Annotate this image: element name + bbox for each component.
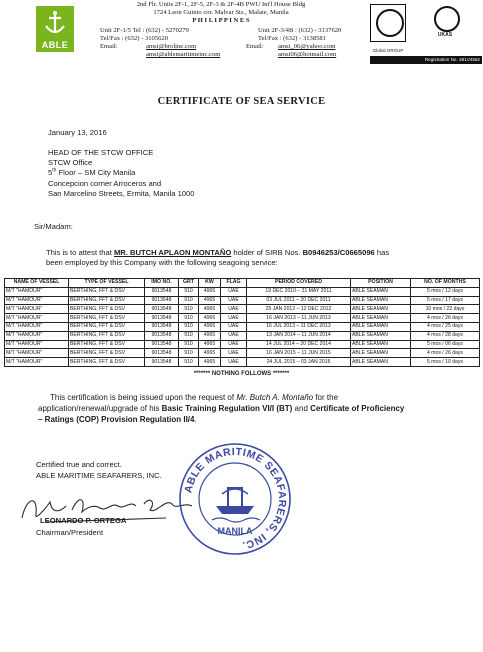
table-cell: M/T "HAMOUR" (5, 314, 69, 323)
table-cell: 4965 (199, 322, 221, 331)
email-left-1[interactable]: amsi@broline.com (146, 43, 197, 50)
table-cell: 03 JUL 2011 – 20 DEC 2011 (247, 296, 351, 305)
table-cell: 4965 (199, 331, 221, 340)
column-header: GRT (179, 279, 199, 288)
table-cell: 4965 (199, 305, 221, 314)
table-cell: ABLE SEAMAN (351, 296, 411, 305)
column-header: FLAG (221, 279, 247, 288)
table-cell: BERTHING, FFT & DSV (69, 287, 145, 296)
column-header: TYPE OF VESSEL (69, 279, 145, 288)
table-cell: 9013548 (145, 340, 179, 349)
ukas-label: UKAS (437, 32, 453, 38)
table-cell: 16 JAN 2013 – 11 JUN 2013 (247, 314, 351, 323)
column-header: POSITION (351, 279, 411, 288)
nothing-follows: ******* NOTHING FOLLOWS ******* (193, 371, 290, 377)
recipient-line-5: San Marcelino Streets, Ermita, Manila 1000 (48, 189, 195, 198)
table-header-row (5, 279, 480, 288)
seal-city: MANILA (217, 526, 253, 536)
table-cell: BERTHING, FFT & DSV (69, 305, 145, 314)
table-cell: 16 JAN 2015 – 11 JUN 2015 (247, 349, 351, 358)
company-seal (176, 440, 294, 558)
table-cell: UAE (221, 322, 247, 331)
table-cell: 5 mos / 06 days (411, 340, 480, 349)
table-row (5, 358, 480, 367)
table-cell: BERTHING, FFT & DSV (69, 349, 145, 358)
column-header: NO. OF MONTHS (411, 279, 480, 288)
address-line-1: 2nd Flr. Units 2F-1, 2F-5, 2F-3 & 2F-4B PWU Int'l House Bldg (136, 1, 306, 8)
table-cell: 910 (179, 296, 199, 305)
unit-right: Unit 2F-3/4B : (632) - 3137620 (258, 27, 342, 34)
table-cell: 4965 (199, 340, 221, 349)
table-cell: 910 (179, 322, 199, 331)
table-cell: 9013548 (145, 296, 179, 305)
signatory-position: Chairman/President (36, 528, 104, 537)
sirb-numbers: B0946253/C0665096 (302, 248, 375, 257)
table-cell: ABLE SEAMAN (351, 340, 411, 349)
global-group-label: Global GROUP (372, 48, 404, 53)
seal-ring-text: ABLE MARITIME SEAFARERS, INC. (182, 445, 289, 552)
table-cell: M/T "HAMOUR" (5, 358, 69, 367)
column-header: IMO NO. (145, 279, 179, 288)
company-name: ABLE MARITIME SEAFARERS, INC. (36, 471, 162, 480)
email-left-2[interactable]: amsi@ablemaritimeinc.com (146, 51, 221, 58)
table-cell: BERTHING, FFT & DSV (69, 314, 145, 323)
seal-outer-ring (180, 444, 290, 554)
letter-date: January 13, 2016 (48, 128, 107, 137)
global-group-logo (370, 4, 406, 53)
table-cell: 5 mos / 10 days (411, 358, 480, 367)
email-right-1[interactable]: amsi_06@yahoo.com (278, 43, 336, 50)
address-line-2: 1724 Leon Guinto cor. Malvar Sts., Malate, Manila (153, 9, 289, 16)
recipient-line-4: Concepcion corner Arroceros and (48, 179, 162, 188)
table-row (5, 314, 480, 323)
sea-service-table (4, 278, 480, 367)
telfax-right: Tel/Fax : (632) - 3138581 (258, 35, 327, 42)
seal-inner-ring (199, 463, 271, 535)
table-cell: 4 mos / 25 days (411, 322, 480, 331)
certification-logos (370, 4, 480, 60)
table-row (5, 331, 480, 340)
column-header: PERIOD COVERED (247, 279, 351, 288)
attest-line-1: This is to attest that MR. BUTCH APLAON MONTAÑO holder of SIRB Nos. B0946253/C0665096 has (46, 248, 390, 257)
email-left-label: Email: (100, 43, 118, 50)
globe-icon (376, 9, 404, 37)
table-cell: 910 (179, 287, 199, 296)
table-cell: 25 JAN 2012 – 12 DEC 2012 (247, 305, 351, 314)
table-cell: 4965 (199, 349, 221, 358)
table-cell: UAE (221, 349, 247, 358)
telfax-left: Tel/Fax : (632) - 3105620 (100, 35, 169, 42)
table-cell: 9013548 (145, 358, 179, 367)
table-row (5, 322, 480, 331)
table-cell: 9013548 (145, 314, 179, 323)
table-cell: 16 JUL 2013 – 11 DEC 2013 (247, 322, 351, 331)
unit-left: Unit 2F-1/5 Tel : (632) - 5270279 (100, 27, 189, 34)
ukas-logo (428, 4, 462, 40)
table-cell: 9013548 (145, 287, 179, 296)
issuance-paragraph: This certification is being issued upon the request of Mr. Butch A. Montaño for the application/renewal/upgrade of his Basic Training Regulation VI/I (BT) and Certificate of Proficiency – Ratings (COP) Provision Regulation II/4. (38, 393, 405, 424)
table-cell: BERTHING, FFT & DSV (69, 340, 145, 349)
table-cell: UAE (221, 287, 247, 296)
table-cell: ABLE SEAMAN (351, 322, 411, 331)
table-cell: 910 (179, 331, 199, 340)
seafarer-name: MR. BUTCH APLAON MONTAÑO (113, 248, 232, 257)
table-cell: UAE (221, 305, 247, 314)
attest-line-2: been employed by this Company with the following seagoing service: (46, 258, 278, 267)
table-cell: UAE (221, 358, 247, 367)
salutation: Sir/Madam: (34, 222, 73, 231)
table-row (5, 340, 480, 349)
table-cell: ABLE SEAMAN (351, 349, 411, 358)
table-cell: BERTHING, FFT & DSV (69, 358, 145, 367)
table-cell: M/T "HAMOUR" (5, 349, 69, 358)
anchor-icon (44, 10, 66, 36)
table-cell: 910 (179, 349, 199, 358)
recipient-line-3: 5th Floor – SM City Manila (48, 167, 136, 177)
table-cell: 5 mos / 17 days (411, 296, 480, 305)
table-cell: 4965 (199, 358, 221, 367)
table-cell: 9013548 (145, 322, 179, 331)
table-cell: 910 (179, 340, 199, 349)
recipient-line-1: HEAD OF THE STCW OFFICE (48, 148, 154, 157)
registration-number: Registration No. 381V4562 (370, 56, 482, 64)
table-cell: M/T "HAMOUR" (5, 305, 69, 314)
table-cell: M/T "HAMOUR" (5, 287, 69, 296)
table-cell: 14 JUL 2014 – 20 DEC 2014 (247, 340, 351, 349)
table-cell: 910 (179, 358, 199, 367)
recipient-line-2: STCW Office (48, 158, 93, 167)
address-country: P H I L I P P I N E S (192, 17, 250, 24)
table-cell: BERTHING, FFT & DSV (69, 331, 145, 340)
table-cell: ABLE SEAMAN (351, 305, 411, 314)
table-cell: 910 (179, 314, 199, 323)
table-cell: 5 mos / 12 days (411, 287, 480, 296)
table-cell: 910 (179, 305, 199, 314)
table-cell: M/T "HAMOUR" (5, 296, 69, 305)
table-row (5, 349, 480, 358)
table-cell: 4965 (199, 314, 221, 323)
table-cell: UAE (221, 340, 247, 349)
table-cell: ABLE SEAMAN (351, 314, 411, 323)
table-cell: UAE (221, 314, 247, 323)
table-cell: M/T "HAMOUR" (5, 322, 69, 331)
table-cell: ABLE SEAMAN (351, 358, 411, 367)
table-cell: UAE (221, 331, 247, 340)
table-cell: 19 DEC 2010 – 31 MAY 2011 (247, 287, 351, 296)
table-cell: 4965 (199, 296, 221, 305)
email-right-2[interactable]: amsi06@hotmail.com (278, 51, 337, 58)
table-row (5, 287, 480, 296)
table-cell: M/T "HAMOUR" (5, 331, 69, 340)
table-cell: 4 mos / 26 days (411, 314, 480, 323)
company-logo (36, 6, 74, 52)
table-cell: UAE (221, 296, 247, 305)
column-header: KW (199, 279, 221, 288)
logo-text: ABLE (41, 40, 69, 50)
table-cell: 24 JUL 2015 – 03 JAN 2016 (247, 358, 351, 367)
table-row (5, 305, 480, 314)
table-cell: 10 mos / 22 days (411, 305, 480, 314)
table-cell: BERTHING, FFT & DSV (69, 322, 145, 331)
table-cell: 9013548 (145, 331, 179, 340)
table-cell: ABLE SEAMAN (351, 331, 411, 340)
table-cell: 9013548 (145, 305, 179, 314)
table-cell: BERTHING, FFT & DSV (69, 296, 145, 305)
table-cell: 9013548 (145, 349, 179, 358)
certified-text: Certified true and correct. (36, 460, 122, 469)
table-cell: 4 mos / 28 days (411, 331, 480, 340)
column-header: NAME OF VESSEL (5, 279, 69, 288)
table-cell: 4 mos / 26 days (411, 349, 480, 358)
table-cell: ABLE SEAMAN (351, 287, 411, 296)
table-cell: 4965 (199, 287, 221, 296)
table-row (5, 296, 480, 305)
document-title: CERTIFICATE OF SEA SERVICE (157, 96, 326, 107)
seal-ship-icon (212, 488, 260, 522)
email-right-label: Email: (246, 43, 264, 50)
crown-icon (434, 6, 460, 32)
table-cell: M/T "HAMOUR" (5, 340, 69, 349)
table-cell: 13 JAN 2014 – 11 JUN 2014 (247, 331, 351, 340)
signatory-name: LEONARDO P. ORTEGA (40, 516, 127, 525)
